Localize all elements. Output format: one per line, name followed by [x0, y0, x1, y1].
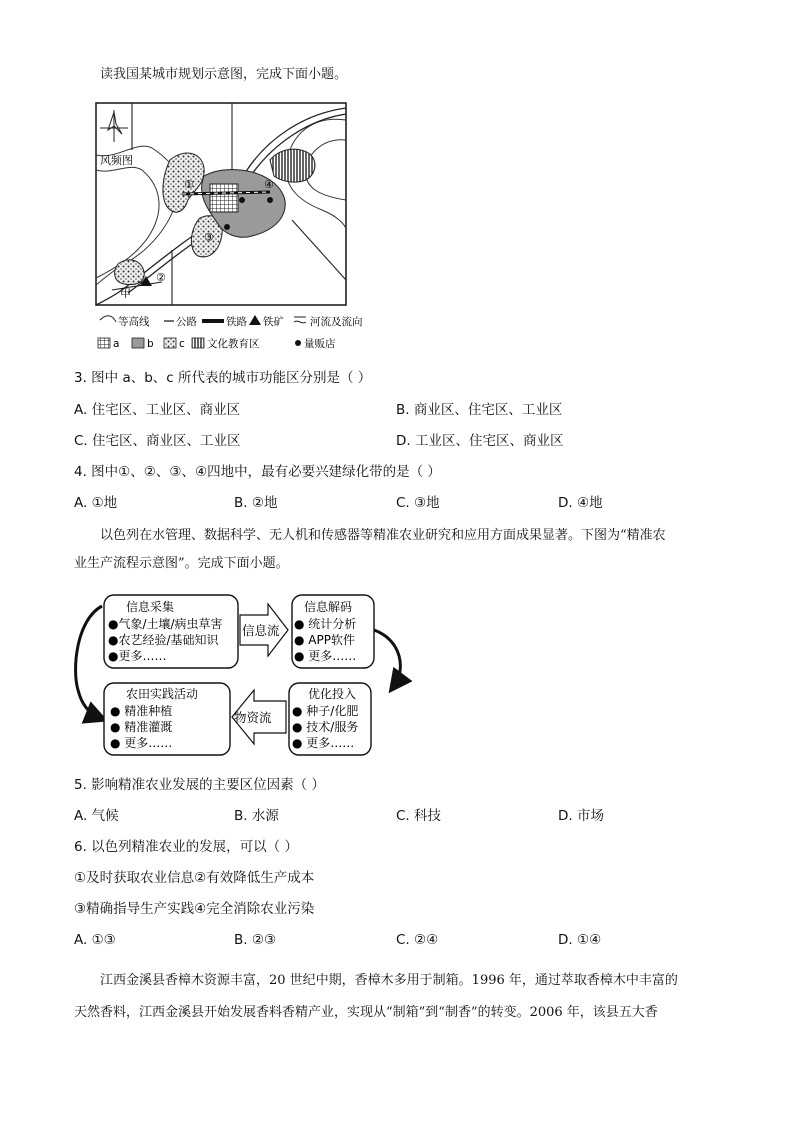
svg-text:b: b — [147, 338, 154, 350]
wind-label: 风频图 — [100, 154, 133, 167]
precision-agriculture-flow — [72, 590, 412, 762]
svg-text:铁路: 铁路 — [226, 316, 247, 328]
svg-text:●气象/土壤/病虫草害: ●气象/土壤/病虫草害 — [108, 617, 223, 631]
svg-text:● 精准灌溉: ● 精准灌溉 — [110, 720, 173, 734]
q6-option-b[interactable]: B. ②③ — [234, 932, 277, 948]
arrow-material-flow — [232, 690, 286, 744]
svg-text:● 种子/化肥: ● 种子/化肥 — [292, 704, 359, 718]
site-2: ② — [156, 271, 166, 284]
q4-option-b[interactable]: B. ②地 — [234, 495, 278, 511]
arrow-info-flow — [240, 604, 288, 656]
q5-option-c[interactable]: C. 科技 — [396, 808, 442, 824]
q4-option-c[interactable]: C. ③地 — [396, 495, 440, 511]
q6-option-c[interactable]: C. ②④ — [396, 932, 439, 948]
svg-text:量贩店: 量贩店 — [304, 338, 336, 350]
store-dot — [267, 197, 273, 203]
svg-text:●更多……: ●更多…… — [108, 649, 167, 663]
zone-education — [270, 149, 315, 182]
svg-text:● 更多……: ● 更多…… — [292, 736, 355, 750]
cycle-arrow-left — [76, 606, 102, 718]
q4-option-a[interactable]: A. ①地 — [74, 495, 118, 511]
intro-text-agri-line2: 业生产流程示意图”。完成下面小题。 — [74, 556, 289, 571]
q5-option-a[interactable]: A. 气候 — [74, 808, 119, 824]
q3-option-d[interactable]: D. 工业区、住宅区、商业区 — [396, 433, 564, 449]
svg-text:公路: 公路 — [176, 316, 197, 328]
svg-text:● 精准种植: ● 精准种植 — [110, 704, 173, 718]
q3-option-b[interactable]: B. 商业区、住宅区、工业区 — [396, 402, 563, 418]
svg-text:信息解码: 信息解码 — [304, 600, 353, 614]
q6-option-a[interactable]: A. ①③ — [74, 932, 116, 948]
site-jia: 甲 — [120, 287, 131, 300]
q6-statements-line2: ③精确指导生产实践④完全消除农业污染 — [74, 901, 315, 917]
svg-text:●农艺经验/基础知识: ●农艺经验/基础知识 — [108, 633, 219, 647]
svg-text:文化教育区: 文化教育区 — [207, 338, 260, 350]
q5-option-b[interactable]: B. 水源 — [234, 808, 279, 824]
cycle-arrow-right — [374, 630, 400, 686]
q3-option-a[interactable]: A. 住宅区、工业区、商业区 — [74, 402, 241, 418]
q6-statements-line1: ①及时获取农业信息②有效降低生产成本 — [74, 870, 315, 886]
svg-text:● APP软件: ● APP软件 — [294, 633, 355, 647]
svg-text:等高线: 等高线 — [118, 316, 150, 328]
svg-text:● 统计分析: ● 统计分析 — [294, 617, 357, 631]
box-info-collection — [104, 595, 238, 668]
q6-option-d[interactable]: D. ①④ — [558, 932, 602, 948]
q4-option-d[interactable]: D. ④地 — [558, 495, 603, 511]
q5-stem: 5. 影响精准农业发展的主要区位因素（ ） — [74, 777, 325, 793]
map-legend-row2 — [98, 337, 336, 350]
store-dot — [224, 224, 230, 230]
svg-text:● 更多……: ● 更多…… — [110, 736, 173, 750]
svg-text:信息采集: 信息采集 — [126, 600, 175, 614]
site-4: ④ — [264, 178, 274, 191]
svg-text:● 更多……: ● 更多…… — [294, 649, 357, 663]
map-legend-row1 — [100, 315, 363, 328]
svg-text:物资流: 物资流 — [234, 710, 272, 725]
svg-text:● 技术/服务: ● 技术/服务 — [292, 720, 359, 734]
svg-text:a: a — [113, 338, 120, 350]
box-info-decoding — [292, 595, 374, 668]
paragraph-jinxi-line2: 天然香料，江西金溪县开始发展香料香精产业，实现从“制箱”到“制香”的转变。2006 年，该县五大香 — [74, 1005, 658, 1020]
q3-stem: 3. 图中 a、b、c 所代表的城市功能区分别是（ ） — [74, 370, 372, 386]
q3-option-c[interactable]: C. 住宅区、商业区、工业区 — [74, 433, 241, 449]
zone-c-south — [115, 260, 145, 285]
svg-text:信息流: 信息流 — [242, 623, 280, 638]
site-1: ① — [184, 178, 194, 191]
q5-option-d[interactable]: D. 市场 — [558, 808, 604, 824]
q6-stem: 6. 以色列精准农业的发展，可以（ ） — [74, 839, 298, 855]
city-planning-map — [92, 100, 392, 360]
svg-text:农田实践活动: 农田实践活动 — [126, 687, 199, 701]
box-field-practice — [104, 683, 230, 755]
q4-stem: 4. 图中①、②、③、④四地中，最有必要兴建绿化带的是（ ） — [74, 464, 441, 480]
intro-text-agri-line1: 以色列在水管理、数据科学、无人机和传感器等精准农业研究和应用方面成果显著。下图为“精准农 — [100, 528, 666, 543]
svg-text:河流及流向: 河流及流向 — [310, 316, 363, 328]
paragraph-jinxi-line1: 江西金溪县香樟木资源丰富，20 世纪中期，香樟木多用于制箱。1996 年，通过萃取香樟木中丰富的 — [100, 973, 678, 988]
intro-text-map: 读我国某城市规划示意图，完成下面小题。 — [100, 67, 348, 82]
box-optimized-input — [289, 683, 371, 755]
store-dot — [239, 197, 245, 203]
svg-text:铁矿: 铁矿 — [263, 316, 284, 328]
svg-text:优化投入: 优化投入 — [308, 687, 357, 701]
site-3: ③ — [204, 231, 214, 244]
zone-a — [210, 184, 238, 212]
svg-text:c: c — [179, 338, 185, 350]
